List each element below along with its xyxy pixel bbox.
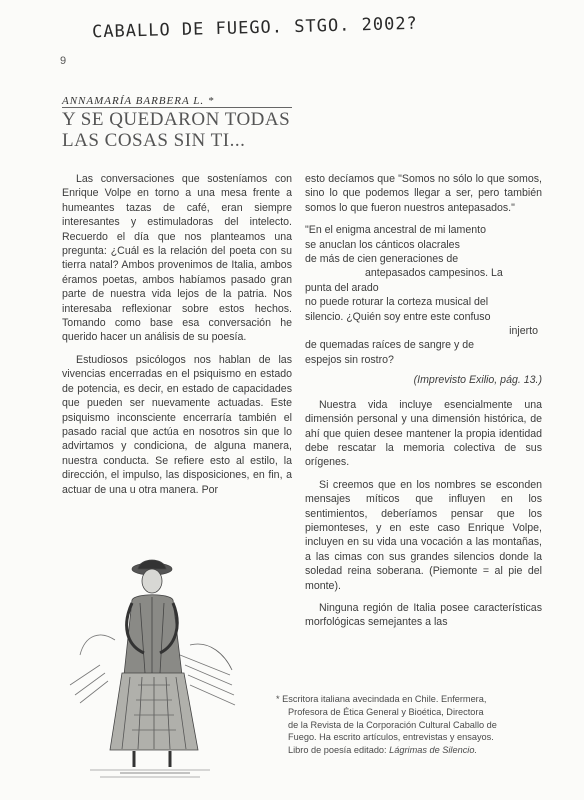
paragraph: Nuestra vida incluye esencialmente una dimensión personal y una dimensión histórica, de ahí que quien desee mantener la propia identidad debe rescatar la memoria colectiva de sus orígenes.	[305, 398, 542, 469]
footnote-line: de la Revista de la Corporación Cultural Caballo de	[288, 719, 497, 730]
poem-line: silencio. ¿Quién soy entre este confuso	[305, 310, 491, 323]
paragraph: esto decíamos que "Somos no sólo lo que somos, sino lo que podemos llegar a ser, pero también somos lo que fueron nuestros antepasados."	[305, 173, 542, 214]
article-title	[62, 109, 302, 151]
book-title: Lágrimas de Silencio.	[389, 745, 477, 756]
footnote-line: Profesora de Ética General y Bioética, Directora	[288, 706, 484, 717]
poem-line: de más de cien generaciones de	[305, 253, 459, 266]
poem-citation: (Imprevisto Exilio, pág. 13.)	[413, 374, 542, 387]
engraving-illustration	[60, 545, 240, 785]
page-number: 9	[60, 55, 67, 67]
poem-line: antepasados campesinos. La	[365, 267, 503, 280]
title-line-2: LAS COSAS SIN TI...	[62, 130, 246, 151]
poem-line: no puede roturar la corteza musical del	[305, 296, 489, 309]
right-column	[305, 172, 542, 638]
footnote-line: * Escritora italiana avecindada en Chile. Enfermera,	[276, 694, 487, 704]
handwritten-annotation: CABALLO DE FUEGO. STGO. 2002?	[91, 13, 419, 43]
poem-line: de quemadas raíces de sangre y de	[305, 339, 475, 352]
footnote-text: Libro de poesía editado:	[288, 745, 387, 756]
author-footnote	[276, 693, 544, 757]
paragraph: Si creemos que en los nombres se esconden mensajes míticos que influyen en los sentimientos, deberíamos pensar que los piemonteses, y en este caso Enrique Volpe, incluyen en su vida una vocación a las montañas, a las cimas con sus grandes silencios donde la soledad reina soberana. (Piemonte = al pie del monte).	[305, 478, 542, 592]
author-name: ANNAMARÍA BARBERA L. *	[62, 95, 215, 107]
paragraph: Las conversaciones que sosteníamos con Enrique Volpe en torno a una mesa frente a humeantes tazas de café, eran siempre interesantes y estimuladoras del intelecto. Recuerdo el día que nos planteamos una pregunta: ¿Cuál es la relación del poeta con su tierra natal? Ambos provenimos de Italia, ambos éramos poetas, ambos habíamos pasado gran parte de nuestra vida lejos de la patria. Nos interesaba reflexionar sobre estos hechos. Tomando como base esa conversación he querido hacer un análisis de su poesía.	[62, 173, 292, 344]
poem-quote	[305, 223, 542, 367]
poem-line: punta del arado	[305, 281, 379, 294]
paragraph: Ninguna región de Italia posee características morfológicas semejantes a las	[305, 601, 542, 629]
footnote-last-line	[276, 744, 544, 757]
title-rule	[62, 107, 292, 108]
poem-line: injerto	[509, 325, 538, 338]
paragraph: Estudiosos psicólogos nos hablan de las vivencias encerradas en el psiquismo en estado de potencia, es decir, en estado de capacidades que pueden ser nuevamente actuadas. Este psiquismo inconsciente encerraría también el pasado racial que actúa en nosotros sin que lo advirtamos y condiciona, de alguna manera, nuestra conducta. Se refiere esto al estilo, la dirección, el impulso, las disposiciones, en fin, a actuar de una u otra manera. Por	[62, 353, 292, 496]
poem-line: espejos sin rostro?	[305, 353, 394, 366]
left-column	[62, 172, 292, 505]
title-line-1: Y SE QUEDARON TODAS	[62, 109, 291, 130]
poem-line: se anuclan los cánticos olacrales	[305, 238, 460, 251]
footnote-line: Fuego. Ha escrito artículos, entrevistas y ensayos.	[288, 732, 494, 743]
poem-line: "En el enigma ancestral de mi lamento	[305, 224, 487, 237]
